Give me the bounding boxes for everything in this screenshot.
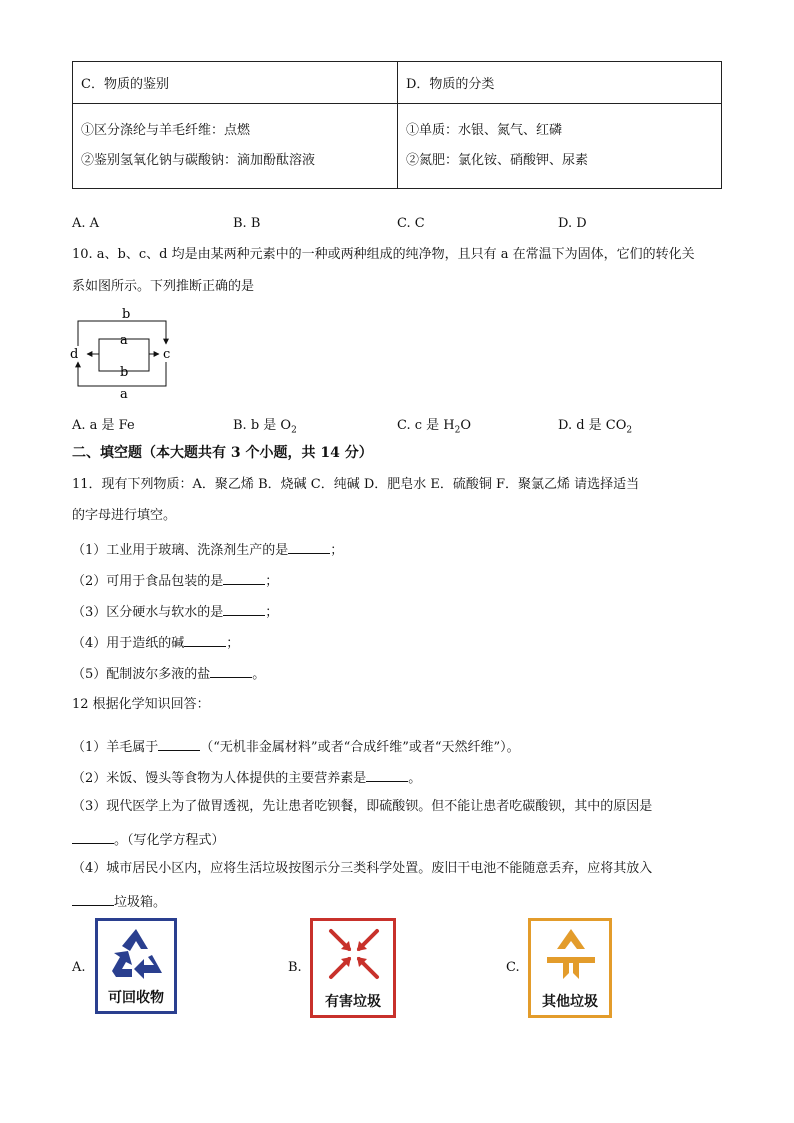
q12-item-1: （1）羊毛属于 （“无机非金属材料”或者“合成纤维”或者“天然纤维”）。 [72,736,520,757]
q12-item-4-line-1: （4）城市居民小区内，应将生活垃圾按图示分三类科学处置。废旧干电池不能随意丢弃，应将其放入 [72,861,653,876]
q12-item-3-line-1: （3）现代医学上为了做胃透视，先让患者吃钡餐，即硫酸钡。但不能让患者吃碳酸钡，其中的原因是 [72,799,653,814]
q12-item-3-line-2: 。（写化学方程式） [72,829,225,850]
bin-other [528,918,612,1018]
bin-b-label: 有害垃圾 [325,994,381,1010]
bin-a-label: 可回收物 [108,990,164,1006]
answer-blank[interactable] [158,736,200,751]
table-head-d: D．物质的分类 [398,62,722,104]
q12-item-4-line-2: 垃圾箱。 [72,891,166,912]
bin-c-letter: C. [506,960,520,975]
bin-recyclable [95,918,177,1014]
answer-blank[interactable] [223,570,265,585]
q10-option-d: D. d 是 $CO_2$ [558,418,633,436]
q12-item-2: （2）米饭、馒头等食物为人体提供的主要营养素是 。 [72,767,421,788]
q10-option-c: C. c 是 $H_2O$ [397,418,472,436]
bin-hazardous [310,918,396,1018]
q11-item-1: （1）工业用于玻璃、洗涤剂生产的是 ； [72,539,343,560]
table-cell-c [73,104,398,189]
label-a-inner: a [120,333,128,348]
bin-b-letter: B. [288,960,302,975]
comparison-table [72,61,722,189]
table-c-row-1: ①区分涤纶与羊毛纤维：点燃 [81,123,251,138]
table-c-row-2: ②鉴别氢氧化钠与碳酸钠：滴加酚酞溶液 [81,153,316,168]
q11-text-line-1: 11．现有下列物质：A．聚乙烯 B．烧碱 C．纯碱 D．肥皂水 E．硫酸铜 F．聚氯乙烯 请选择适当 [72,477,640,492]
other-waste-icon [545,927,597,983]
q9-option-c: C. C [397,216,425,231]
table-d-row-2: ②氮肥：氯化铵、硝酸钾、尿素 [406,153,589,168]
q10-text-line-1: 10. a、b、c、d 均是由某两种元素中的一种或两种组成的纯净物，且只有 a 在常温下为固体，它们的转化关 [72,247,695,262]
answer-blank[interactable] [72,891,114,906]
q11-item-3: （3）区分硬水与软水的是 ； [72,601,278,622]
answer-blank[interactable] [210,663,252,678]
q11-item-2: （2）可用于食品包装的是 ； [72,570,278,591]
label-d: d [70,347,79,362]
q11-item-5: （5）配制波尔多液的盐 。 [72,663,265,684]
conversion-diagram [66,306,184,402]
answer-blank[interactable] [223,601,265,616]
q12-title: 12 根据化学知识回答： [72,697,210,712]
label-c: c [163,347,171,362]
q9-option-a: A. A [72,216,100,231]
recycle-icon [108,927,164,981]
section-heading: 二、填空题（本大题共有 3 个小题，共 14 分） [72,445,373,461]
q9-option-d: D. D [558,216,587,231]
hazard-arrows-icon [327,927,381,981]
q10-text-line-2: 系如图所示。下列推断正确的是 [72,279,255,294]
q11-text-line-2: 的字母进行填空。 [72,508,177,523]
q9-option-b: B. B [233,216,261,231]
q10-option-b: B. b 是 $O_2$ [233,418,297,436]
label-a-bottom: a [120,387,128,402]
label-b-top: b [122,307,131,322]
table-cell-d [398,104,722,189]
answer-blank[interactable] [366,767,408,782]
answer-blank[interactable] [184,632,226,647]
table-head-c: C．物质的鉴别 [73,62,398,104]
label-b-inner: b [120,365,129,380]
bin-a-letter: A. [72,960,86,975]
answer-blank[interactable] [72,829,114,844]
bin-c-label: 其他垃圾 [542,994,598,1010]
answer-blank[interactable] [288,539,330,554]
q11-item-4: （4）用于造纸的碱 ； [72,632,239,653]
table-d-row-1: ①单质：水银、氮气、红磷 [406,123,563,138]
q10-option-a: A. a 是 Fe [72,418,135,433]
